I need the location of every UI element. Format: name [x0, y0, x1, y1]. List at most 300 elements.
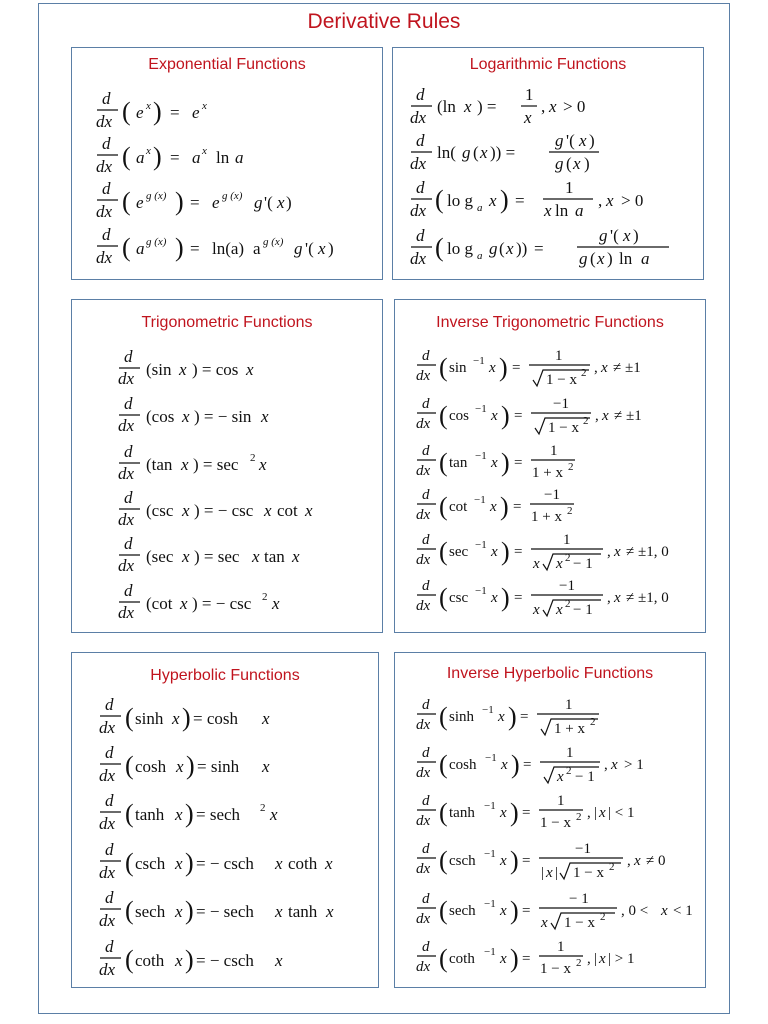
svg-text:dx: dx	[96, 202, 113, 221]
rule-arcsinh	[416, 697, 599, 737]
svg-text:|: |	[555, 865, 559, 881]
svg-text:,: ,	[541, 97, 546, 116]
svg-text:(: (	[439, 583, 448, 612]
svg-text:,: ,	[594, 360, 598, 376]
svg-text:lo g: lo g	[447, 191, 473, 210]
svg-text:x: x	[491, 544, 498, 560]
svg-text:≠ ±1, 0: ≠ ±1, 0	[626, 590, 669, 606]
svg-text:x: x	[176, 757, 184, 776]
svg-text:x: x	[533, 556, 540, 572]
svg-text:): )	[186, 751, 195, 780]
svg-text:x: x	[305, 501, 313, 520]
rule-arcsec	[416, 532, 669, 572]
svg-text:)) =: )) =	[490, 143, 516, 162]
svg-text:'(: '(	[305, 239, 314, 258]
svg-text:dx: dx	[416, 416, 431, 432]
svg-text:(: (	[439, 448, 448, 477]
inverse-trigonometric-functions-title: Inverse Trigonometric Functions	[436, 314, 664, 331]
svg-text:≠ ±1: ≠ ±1	[613, 360, 641, 376]
svg-text:ln: ln	[555, 201, 569, 220]
inverse-trigonometric-formulas	[395, 300, 705, 632]
svg-text:(: (	[122, 142, 131, 171]
svg-text:x: x	[544, 201, 552, 220]
rule-log-logag	[410, 226, 669, 268]
svg-text:) = − sin: ) = − sin	[194, 407, 252, 426]
svg-text:): )	[182, 703, 191, 732]
svg-text:sin: sin	[449, 360, 467, 376]
svg-text:, 0 <: , 0 <	[621, 903, 649, 919]
svg-text:x: x	[264, 501, 272, 520]
svg-text:x: x	[614, 544, 621, 560]
svg-text:): )	[510, 944, 519, 973]
svg-text:−1: −1	[475, 585, 487, 597]
svg-text:d: d	[422, 697, 430, 713]
exponential-functions-panel	[71, 47, 383, 280]
svg-text:−1: −1	[484, 848, 496, 860]
svg-text:dx: dx	[416, 463, 431, 479]
svg-text:(: (	[590, 249, 596, 268]
svg-text:x: x	[182, 547, 190, 566]
rule-trig-cot	[118, 581, 280, 622]
svg-text:x: x	[175, 951, 183, 970]
rule-arccos	[416, 396, 642, 436]
svg-text:): )	[185, 799, 194, 828]
svg-text:d: d	[422, 532, 430, 548]
svg-text:d: d	[105, 791, 114, 810]
svg-text:(csc: (csc	[146, 501, 174, 520]
svg-text:g (x): g (x)	[222, 190, 243, 202]
svg-text:e: e	[192, 103, 200, 122]
svg-text:d: d	[102, 89, 111, 108]
svg-text:x: x	[500, 951, 507, 967]
rule-log-loga	[410, 178, 643, 220]
svg-text:g: g	[294, 239, 303, 258]
svg-text:cosh: cosh	[135, 757, 167, 776]
svg-text:(: (	[473, 143, 479, 162]
svg-text:2: 2	[590, 716, 596, 728]
svg-text:2: 2	[262, 591, 268, 603]
svg-text:): )	[511, 750, 520, 779]
svg-text:d: d	[124, 581, 133, 600]
svg-text:=: =	[515, 191, 525, 210]
svg-text:x: x	[623, 226, 631, 245]
svg-text:dx: dx	[118, 556, 135, 575]
svg-text:dx: dx	[410, 108, 427, 127]
svg-text:1 − x: 1 − x	[540, 815, 571, 831]
svg-text:=: =	[190, 239, 200, 258]
svg-text:a: a	[575, 201, 584, 220]
svg-text:): )	[508, 702, 517, 731]
svg-text:< 1: < 1	[673, 903, 693, 919]
svg-text:,: ,	[627, 853, 631, 869]
svg-text:1: 1	[555, 348, 563, 364]
svg-text:a: a	[477, 250, 483, 262]
svg-text:lo g: lo g	[447, 239, 473, 258]
svg-text:): )	[501, 401, 510, 430]
svg-text:dx: dx	[416, 911, 431, 927]
svg-text:=: =	[514, 455, 523, 471]
svg-text:−1: −1	[475, 450, 487, 462]
svg-text:=: =	[514, 408, 523, 424]
svg-text:sinh: sinh	[135, 709, 164, 728]
rule-coth	[99, 937, 283, 979]
hyperbolic-functions-panel	[71, 652, 379, 988]
rule-arcsin	[416, 348, 641, 388]
svg-text:(: (	[435, 185, 444, 214]
svg-text:−1: −1	[485, 752, 497, 764]
svg-text:d: d	[422, 396, 430, 412]
svg-text:x: x	[480, 143, 488, 162]
svg-text:x: x	[614, 590, 621, 606]
svg-text:= sinh: = sinh	[197, 757, 240, 776]
svg-text:1: 1	[557, 939, 565, 955]
svg-text:x: x	[601, 360, 608, 376]
svg-text:x: x	[501, 757, 508, 773]
svg-text:(: (	[125, 751, 134, 780]
svg-text:|: |	[594, 951, 598, 967]
svg-text:(cot: (cot	[146, 594, 173, 613]
svg-text:d: d	[124, 347, 133, 366]
svg-text:g (x): g (x)	[146, 236, 167, 248]
rules-sheet	[38, 3, 730, 1014]
rule-exp-eg	[96, 179, 292, 221]
svg-text:−1: −1	[553, 396, 569, 412]
svg-text:g: g	[555, 154, 564, 173]
svg-text:x: x	[272, 594, 280, 613]
svg-text:(tan: (tan	[146, 455, 173, 474]
svg-text:x: x	[275, 951, 283, 970]
trigonometric-functions-title: Trigonometric Functions	[141, 314, 313, 331]
svg-text:coth: coth	[449, 951, 475, 967]
svg-text:dx: dx	[416, 861, 431, 877]
svg-text:(: (	[122, 97, 131, 126]
svg-text:x: x	[175, 902, 183, 921]
svg-text:d: d	[422, 891, 430, 907]
svg-text:x: x	[500, 853, 507, 869]
svg-text:d: d	[124, 394, 133, 413]
svg-text:dx: dx	[96, 112, 113, 131]
svg-text:x: x	[506, 239, 514, 258]
svg-text:): )	[633, 226, 639, 245]
svg-text:tanh: tanh	[288, 902, 318, 921]
svg-text:): )	[589, 131, 595, 150]
svg-text:−1: −1	[484, 800, 496, 812]
svg-text:2: 2	[600, 911, 606, 923]
svg-text:x: x	[611, 757, 618, 773]
svg-text:x: x	[606, 191, 614, 210]
svg-text:g (x): g (x)	[263, 236, 284, 248]
svg-text:ln: ln	[216, 148, 230, 167]
svg-text:x: x	[252, 547, 260, 566]
svg-text:1 − x: 1 − x	[573, 865, 604, 881]
svg-text:d: d	[102, 225, 111, 244]
svg-text:x: x	[202, 145, 207, 157]
svg-text:(: (	[125, 945, 134, 974]
hyperbolic-formulas	[72, 653, 378, 987]
svg-text:d: d	[416, 131, 425, 150]
svg-text:x: x	[146, 145, 151, 157]
rule-exp-ag	[96, 225, 334, 267]
svg-text:): )	[328, 239, 334, 258]
rule-log-lng	[410, 131, 599, 173]
svg-text:= − csch: = − csch	[196, 951, 254, 970]
svg-text:d: d	[105, 937, 114, 956]
svg-text:dx: dx	[118, 510, 135, 529]
svg-text:d: d	[422, 578, 430, 594]
svg-text:x: x	[325, 854, 333, 873]
svg-text:= cosh: = cosh	[193, 709, 238, 728]
logarithmic-functions-panel	[392, 47, 704, 280]
svg-text:d: d	[422, 348, 430, 364]
svg-text:(: (	[439, 944, 448, 973]
svg-text:): )	[510, 896, 519, 925]
svg-text:(: (	[122, 233, 131, 262]
svg-text:x: x	[634, 853, 641, 869]
svg-text:(sin: (sin	[146, 360, 172, 379]
exponential-functions-title: Exponential Functions	[148, 56, 306, 73]
svg-text:x: x	[597, 249, 605, 268]
rule-arccsc	[416, 578, 669, 618]
svg-text:g: g	[555, 131, 564, 150]
rule-tanh	[99, 791, 278, 833]
svg-text:): )	[510, 846, 519, 875]
svg-text:dx: dx	[99, 863, 116, 882]
svg-text:(: (	[439, 353, 448, 382]
rule-trig-sec	[118, 534, 300, 575]
svg-text:x: x	[262, 709, 270, 728]
svg-text:(: (	[439, 750, 448, 779]
svg-text:2: 2	[576, 957, 582, 969]
svg-text:(: (	[122, 187, 131, 216]
svg-text:x: x	[489, 360, 496, 376]
svg-text:) = sec: ) = sec	[194, 547, 240, 566]
svg-text:dx: dx	[410, 154, 427, 173]
svg-text:x: x	[599, 805, 606, 821]
rule-trig-csc	[118, 488, 313, 529]
svg-text:d: d	[124, 488, 133, 507]
svg-text:d: d	[416, 85, 425, 104]
inverse-hyperbolic-formulas	[395, 653, 705, 987]
svg-text:x: x	[292, 547, 300, 566]
svg-text:x: x	[172, 709, 180, 728]
svg-text:g: g	[462, 143, 471, 162]
rule-trig-sin	[118, 347, 254, 388]
svg-text:(sec: (sec	[146, 547, 174, 566]
svg-text:2: 2	[568, 461, 574, 473]
svg-text:=: =	[522, 853, 531, 869]
inverse-trigonometric-functions-panel	[394, 299, 706, 633]
svg-text:d: d	[105, 840, 114, 859]
svg-text:,: ,	[587, 805, 591, 821]
svg-text:) =: ) =	[477, 97, 497, 116]
svg-text:tan: tan	[449, 455, 468, 471]
svg-text:d: d	[124, 442, 133, 461]
svg-text:d: d	[105, 888, 114, 907]
svg-text:'(: '(	[264, 193, 273, 212]
svg-text:x: x	[556, 602, 563, 618]
svg-text:x: x	[182, 501, 190, 520]
svg-text:): )	[584, 154, 590, 173]
svg-text:(: (	[439, 846, 448, 875]
svg-text:2: 2	[260, 802, 266, 814]
svg-text:x: x	[326, 902, 334, 921]
svg-text:2: 2	[565, 552, 571, 564]
svg-text:=: =	[522, 951, 531, 967]
rule-log-ln	[410, 85, 585, 127]
svg-text:dx: dx	[99, 766, 116, 785]
svg-text:): )	[153, 97, 162, 126]
svg-text:−1: −1	[575, 841, 591, 857]
svg-text:a: a	[192, 148, 201, 167]
svg-text:cos: cos	[449, 408, 469, 424]
svg-text:1 − x: 1 − x	[546, 372, 577, 388]
svg-text:g: g	[599, 226, 608, 245]
svg-text:): )	[286, 193, 292, 212]
svg-text:g: g	[579, 249, 588, 268]
svg-text:(: (	[439, 401, 448, 430]
svg-text:x: x	[277, 193, 285, 212]
svg-text:1: 1	[565, 697, 573, 713]
svg-text:d: d	[422, 443, 430, 459]
svg-text:x: x	[557, 769, 564, 785]
trigonometric-formulas	[72, 300, 382, 632]
svg-text:− 1: − 1	[575, 769, 595, 785]
logarithmic-functions-title: Logarithmic Functions	[469, 56, 627, 73]
svg-text:g: g	[254, 193, 263, 212]
svg-text:x: x	[500, 903, 507, 919]
svg-text:(: (	[499, 239, 505, 258]
svg-text:(: (	[125, 703, 134, 732]
svg-text:(: (	[125, 896, 134, 925]
exponential-formulas	[72, 48, 382, 279]
svg-text:sech: sech	[135, 902, 166, 921]
svg-text:(: (	[439, 492, 448, 521]
svg-text:−1: −1	[474, 494, 486, 506]
svg-text:x: x	[179, 360, 187, 379]
hyperbolic-functions-title: Hyperbolic Functions	[150, 667, 300, 684]
inverse-hyperbolic-functions-panel	[394, 652, 706, 988]
svg-text:(: (	[566, 154, 572, 173]
svg-text:x: x	[464, 97, 472, 116]
svg-text:): )	[185, 896, 194, 925]
svg-text:ln(: ln(	[437, 143, 456, 162]
svg-text:d: d	[422, 745, 430, 761]
svg-text:x: x	[491, 455, 498, 471]
svg-text:x: x	[573, 154, 581, 173]
svg-text:tanh: tanh	[449, 805, 475, 821]
rule-arcsech	[416, 891, 693, 931]
svg-text:sec: sec	[449, 544, 469, 560]
svg-text:x: x	[175, 805, 183, 824]
svg-text:= − sech: = − sech	[196, 902, 254, 921]
rule-csch	[99, 840, 333, 882]
svg-text:|: |	[594, 805, 598, 821]
svg-text:2: 2	[609, 861, 615, 873]
svg-text:− 1: − 1	[573, 556, 593, 572]
logarithmic-formulas	[393, 48, 703, 279]
svg-text:): )	[185, 945, 194, 974]
svg-text:2: 2	[567, 505, 573, 517]
svg-text:,: ,	[595, 408, 599, 424]
svg-text:): )	[501, 537, 510, 566]
svg-text:1: 1	[550, 443, 558, 459]
svg-text:dx: dx	[96, 248, 113, 267]
svg-text:dx: dx	[416, 368, 431, 384]
svg-text:) = cos: ) = cos	[192, 360, 239, 379]
svg-text:(: (	[435, 233, 444, 262]
svg-text:dx: dx	[99, 814, 116, 833]
svg-text:dx: dx	[416, 765, 431, 781]
svg-text:x: x	[524, 108, 532, 127]
svg-text:) = − csc: ) = − csc	[192, 594, 252, 613]
svg-text:(ln: (ln	[437, 97, 456, 116]
svg-text:'(: '(	[610, 226, 619, 245]
rule-arctan	[416, 443, 575, 481]
svg-text:1 + x: 1 + x	[532, 465, 563, 481]
svg-text:dx: dx	[416, 959, 431, 975]
svg-text:x: x	[182, 407, 190, 426]
svg-text:x: x	[491, 408, 498, 424]
svg-text:=: =	[520, 709, 529, 725]
svg-text:dx: dx	[118, 416, 135, 435]
rule-arccsch	[416, 841, 665, 881]
svg-text:dx: dx	[416, 598, 431, 614]
svg-text:,: ,	[604, 757, 608, 773]
svg-text:d: d	[416, 226, 425, 245]
svg-text:dx: dx	[96, 157, 113, 176]
svg-text:csc: csc	[449, 590, 469, 606]
svg-text:−1: −1	[475, 539, 487, 551]
svg-text:d: d	[416, 178, 425, 197]
svg-text:x: x	[181, 455, 189, 474]
svg-text:,: ,	[587, 951, 591, 967]
svg-text:coth: coth	[135, 951, 165, 970]
svg-text:x: x	[202, 100, 207, 112]
svg-text:x: x	[556, 556, 563, 572]
svg-text:2: 2	[250, 452, 256, 464]
svg-text:2: 2	[566, 765, 572, 777]
svg-text:)): ))	[516, 239, 528, 258]
svg-text:x: x	[270, 805, 278, 824]
svg-text:−1: −1	[473, 355, 485, 367]
svg-text:x: x	[491, 590, 498, 606]
svg-text:d: d	[422, 841, 430, 857]
svg-text:): )	[499, 353, 508, 382]
svg-text:=: =	[534, 239, 544, 258]
svg-text:): )	[153, 142, 162, 171]
svg-text:d: d	[422, 793, 430, 809]
svg-text:dx: dx	[118, 369, 135, 388]
svg-text:x: x	[318, 239, 326, 258]
svg-text:1: 1	[563, 532, 571, 548]
svg-text:x: x	[549, 97, 557, 116]
svg-text:2: 2	[583, 415, 589, 427]
svg-text:,: ,	[598, 191, 603, 210]
inverse-hyperbolic-functions-title: Inverse Hyperbolic Functions	[446, 665, 654, 682]
svg-text:dx: dx	[416, 813, 431, 829]
svg-text:csch: csch	[449, 853, 476, 869]
svg-text:dx: dx	[118, 603, 135, 622]
svg-text:−1: −1	[484, 898, 496, 910]
svg-text:x: x	[599, 951, 606, 967]
svg-text:x: x	[489, 191, 497, 210]
rule-arccot	[416, 487, 574, 525]
svg-text:x: x	[498, 709, 505, 725]
svg-text:): )	[510, 798, 519, 827]
svg-text:≠ 0: ≠ 0	[646, 853, 666, 869]
svg-text:cot: cot	[449, 499, 468, 515]
svg-text:= sech: = sech	[196, 805, 241, 824]
